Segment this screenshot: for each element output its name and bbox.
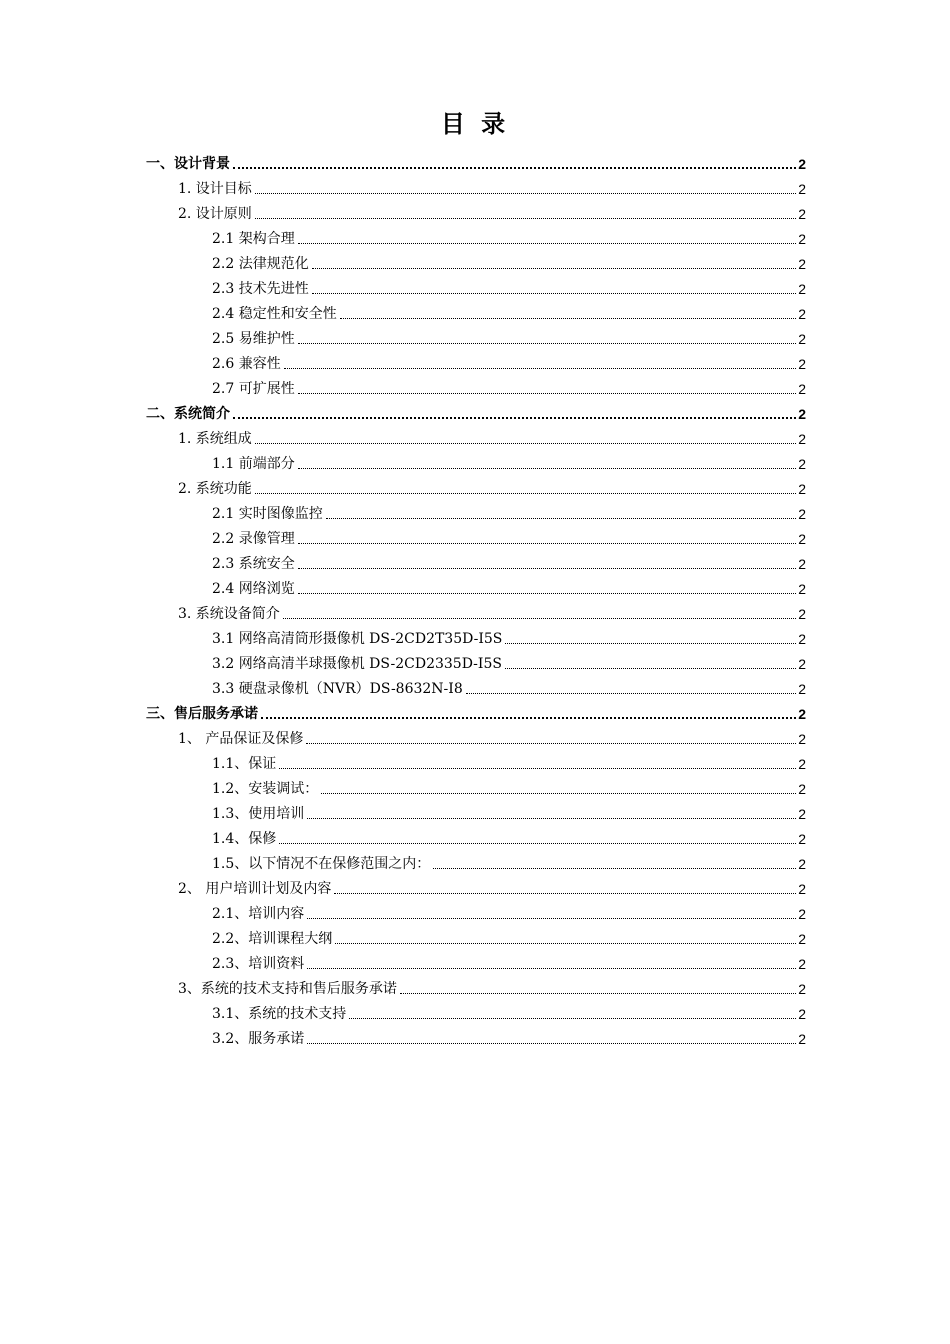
toc-entry-label: 2.4 稳定性和安全性 [212,306,337,322]
toc-dot-leader [312,268,796,269]
toc-page-number: 2 [798,306,806,322]
toc-entry-label: 二、系统简介 [146,406,230,422]
toc-page-number: 2 [798,981,806,997]
toc-entry-label: 一、设计背景 [146,156,230,172]
toc-dot-leader [298,593,796,594]
toc-dot-leader [307,968,796,969]
toc-dot-leader [306,743,796,744]
toc-page-number: 2 [798,256,806,272]
toc-entry-label: 2. 系统功能 [178,481,252,497]
toc-entry-label: 1. 系统组成 [178,431,252,447]
toc-dot-leader [255,193,796,194]
toc-dot-leader [433,868,796,869]
toc-entry[interactable] [178,973,806,998]
toc-page-number: 2 [798,506,806,522]
toc-entry-label: 3.2 网络高清半球摄像机 DS-2CD2335D-I5S [212,656,502,672]
toc-entry-label: 2.2 录像管理 [212,531,295,547]
toc-entry[interactable] [178,723,806,748]
toc-entry[interactable] [212,298,806,323]
toc-dot-leader [307,818,796,819]
toc-entry[interactable] [146,398,806,423]
toc-entry-label: 三、售后服务承诺 [146,706,258,722]
toc-entry-label: 1.4、保修 [212,831,277,847]
toc-dot-leader [312,293,796,294]
toc-entry[interactable] [212,573,806,598]
toc-dot-leader [298,543,796,544]
toc-entry[interactable] [212,348,806,373]
toc-dot-leader [335,943,796,944]
toc-entry-label: 2.6 兼容性 [212,356,281,372]
toc-entry-label: 2.1、培训内容 [212,906,305,922]
toc-dot-leader [326,518,796,519]
toc-entry-label: 2.2、培训课程大纲 [212,931,333,947]
toc-entry[interactable] [212,273,806,298]
toc-entry[interactable] [212,373,806,398]
toc-page-number: 2 [798,156,806,172]
toc-page-number: 2 [798,531,806,547]
toc-entry-label: 2.7 可扩展性 [212,381,295,397]
toc-dot-leader [400,993,796,994]
toc-entry[interactable] [212,323,806,348]
toc-entry[interactable] [212,748,806,773]
toc-entry[interactable] [212,523,806,548]
toc-page-number: 2 [798,731,806,747]
toc-dot-leader [261,717,796,719]
toc-entry-label: 2.3、培训资料 [212,956,305,972]
toc-page-number: 2 [798,931,806,947]
toc-dot-leader [298,468,796,469]
toc-entry-label: 2.3 系统安全 [212,556,295,572]
toc-entry-label: 2、 用户培训计划及内容 [178,881,332,897]
toc-dot-leader [321,793,796,794]
toc-dot-leader [505,643,796,644]
toc-entry-label: 2.5 易维护性 [212,331,295,347]
toc-page-number: 2 [798,681,806,697]
toc-page-number: 2 [798,756,806,772]
toc-page-number: 2 [798,1031,806,1047]
toc-dot-leader [505,668,796,669]
toc-dot-leader [279,843,796,844]
toc-entry[interactable] [212,898,806,923]
toc-entry[interactable] [178,423,806,448]
toc-dot-leader [233,417,796,419]
toc-dot-leader [298,393,796,394]
toc-entry[interactable] [212,448,806,473]
toc-entry[interactable] [146,698,806,723]
toc-page-number: 2 [798,856,806,872]
toc-dot-leader [349,1018,796,1019]
toc-entry[interactable] [212,773,806,798]
toc-dot-leader [298,343,796,344]
toc-entry-label: 2.3 技术先进性 [212,281,309,297]
toc-entry[interactable] [212,848,806,873]
toc-page-number: 2 [798,906,806,922]
toc-dot-leader [466,693,796,694]
toc-page-number: 2 [798,456,806,472]
toc-entry[interactable] [178,473,806,498]
toc-entry-label: 3.1 网络高清筒形摄像机 DS-2CD2T35D-I5S [212,631,503,647]
toc-page-number: 2 [798,956,806,972]
toc-entry[interactable] [212,548,806,573]
toc-page-number: 2 [798,1006,806,1022]
toc-entry[interactable] [212,798,806,823]
toc-page-number: 2 [798,781,806,797]
toc-page-number: 2 [798,281,806,297]
toc-page-number: 2 [798,181,806,197]
toc-page-number: 2 [798,356,806,372]
toc-entry-label: 1.2、安装调试： [212,781,319,797]
toc-title: 目 录 [440,110,510,138]
toc-entry-label: 2.4 网络浏览 [212,581,295,597]
toc-entry-label: 3.3 硬盘录像机（NVR）DS-8632N-I8 [212,681,463,697]
toc-dot-leader [298,568,796,569]
toc-entry[interactable] [212,923,806,948]
toc-dot-leader [255,493,796,494]
toc-dot-leader [284,368,796,369]
toc-entry[interactable] [212,948,806,973]
toc-entry[interactable] [178,873,806,898]
toc-page-number: 2 [798,631,806,647]
toc-page-number: 2 [798,606,806,622]
toc-page-number: 2 [798,706,806,722]
toc-entry[interactable] [178,198,806,223]
toc-entry[interactable] [212,623,806,648]
toc-entry[interactable] [212,1023,806,1048]
toc-page-number: 2 [798,806,806,822]
toc-dot-leader [283,618,796,619]
toc-dot-leader [307,1043,796,1044]
toc-entry[interactable] [146,148,806,173]
toc-entry[interactable] [212,248,806,273]
toc-page-number: 2 [798,231,806,247]
toc-entry-label: 3.2、服务承诺 [212,1031,305,1047]
toc-entry-label: 2.1 实时图像监控 [212,506,323,522]
toc-entry[interactable] [212,498,806,523]
toc-dot-leader [334,893,796,894]
toc-page-number: 2 [798,431,806,447]
toc-entry[interactable] [178,173,806,198]
toc-entry-label: 2.1 架构合理 [212,231,295,247]
toc-entry[interactable] [212,648,806,673]
toc-page-number: 2 [798,881,806,897]
toc-entry-label: 2.2 法律规范化 [212,256,309,272]
toc-entry-label: 3.1、系统的技术支持 [212,1006,347,1022]
toc-dot-leader [279,768,796,769]
toc-entry[interactable] [212,223,806,248]
toc-dot-leader [255,218,796,219]
toc-page-number: 2 [798,406,806,422]
toc-dot-leader [340,318,796,319]
toc-entry-label: 1.1、保证 [212,756,277,772]
toc-page-number: 2 [798,381,806,397]
toc-entry-label: 1.3、使用培训 [212,806,305,822]
toc-entry[interactable] [212,998,806,1023]
toc-page-number: 2 [798,831,806,847]
toc-page-number: 2 [798,206,806,222]
toc-entry-label: 3. 系统设备简介 [178,606,280,622]
toc-page-number: 2 [798,331,806,347]
toc-entry[interactable] [212,823,806,848]
toc-entry-label: 3、系统的技术支持和售后服务承诺 [178,981,397,997]
toc-page-number: 2 [798,481,806,497]
toc-entry-label: 1.5、以下情况不在保修范围之内： [212,856,431,872]
toc-page-number: 2 [798,656,806,672]
toc-entry-label: 1.1 前端部分 [212,456,295,472]
toc-entry-label: 1、 产品保证及保修 [178,731,304,747]
toc-entry-label: 1. 设计目标 [178,181,252,197]
toc-entry[interactable] [212,673,806,698]
toc-entry[interactable] [178,598,806,623]
toc-dot-leader [307,918,796,919]
toc-dot-leader [233,167,796,169]
toc-page-number: 2 [798,556,806,572]
toc-dot-leader [298,243,796,244]
toc-page-number: 2 [798,581,806,597]
toc-entry-label: 2. 设计原则 [178,206,252,222]
toc-dot-leader [255,443,796,444]
